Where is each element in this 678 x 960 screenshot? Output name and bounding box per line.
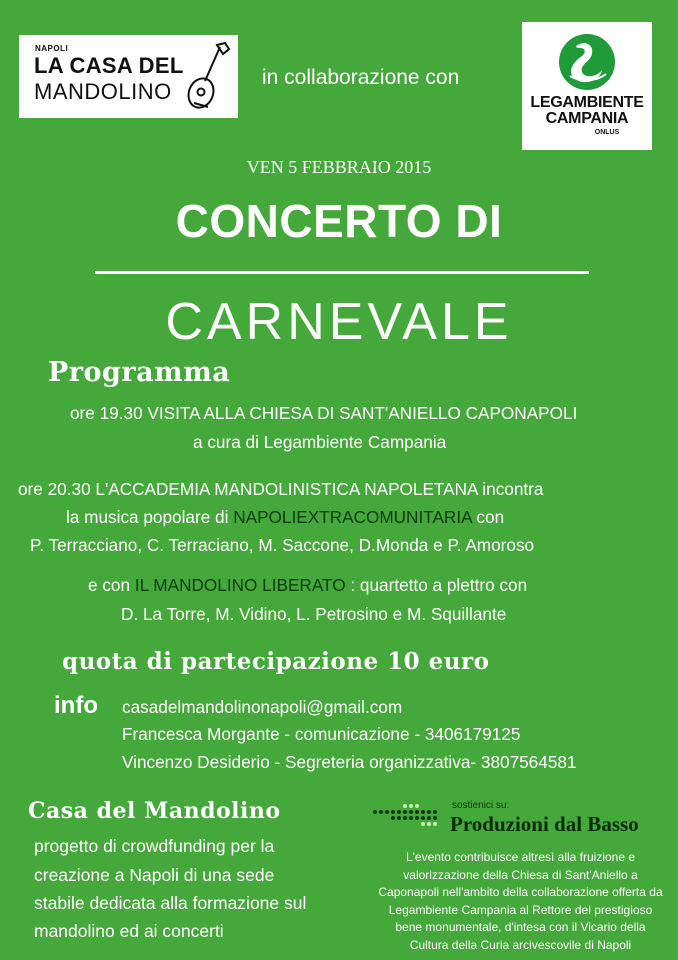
event-date: VEN 5 FEBBRAIO 2015 (246, 157, 432, 177)
programma-item2-line1: ore 20.30 L'ACCADEMIA MANDOLINISTICA NAPOLETANA incontra (18, 479, 544, 499)
casa-del-mandolino-heading: Casa del Mandolino (28, 798, 281, 824)
crowdfunding-line-1: progetto di crowdfunding per la (34, 836, 275, 856)
casa-del-mandolino-logo (19, 35, 238, 118)
collaboration-text: in collaborazione con (262, 66, 460, 89)
crowdfunding-line-2: creazione a Napoli di una sede (34, 865, 275, 885)
programma-item3-line2: D. La Torre, M. Vidino, L. Petrosino e M. Squillante (121, 604, 507, 624)
dots-logo-icon (371, 802, 443, 830)
napoliextracomunitaria-highlight: NAPOLIEXTRACOMUNITARIA (233, 507, 472, 527)
info-label: info (54, 692, 98, 719)
crowdfunding-line-4: mandolino ed ai concerti (34, 921, 224, 941)
title-divider (95, 271, 589, 274)
logo-line2: MANDOLINO (34, 79, 172, 104)
info-contact-2: Vincenzo Desiderio - Segreteria organizzativa- 3807564581 (122, 752, 577, 772)
legambiente-logo (522, 22, 652, 150)
swan-icon (556, 32, 618, 92)
legambiente-line2: CAMPANIA (545, 110, 629, 127)
programma-item2-line2-post: con (471, 507, 505, 527)
programma-item2-line3: P. Terracciano, C. Terraciano, M. Saccone, D.Monda e P. Amoroso (30, 535, 535, 555)
programma-item3-line1 (88, 575, 527, 596)
evento-line-5: bene monumentale, d'intesa con il Vicario della (395, 920, 646, 935)
mandolino-liberato-highlight: IL MANDOLINO LIBERATO (134, 575, 346, 595)
produzioni-dal-basso-name: Produzioni dal Basso (450, 812, 639, 836)
evento-line-3: Caponapoli nell'ambito della collaborazione offerta da (378, 885, 663, 900)
evento-line-2: valorizzazione della Chiesa di Sant'Aniello a (403, 867, 638, 882)
event-title-line1: CONCERTO DI (175, 195, 503, 247)
evento-line-6: Cultura della Curia arcivescovile di Napoli (409, 937, 632, 952)
programma-item3-line1-pre: e con (88, 575, 135, 595)
logo-city: NAPOLI (35, 44, 69, 53)
mandolin-icon (184, 41, 234, 113)
legambiente-line3: ONLUS (594, 129, 620, 136)
programma-item2-line2-pre: la musica popolare di (66, 507, 234, 527)
programma-item2-line2 (66, 507, 504, 528)
programma-item1-line2: a cura di Legambiente Campania (193, 432, 447, 452)
evento-description (368, 849, 673, 955)
legambiente-line1: LEGAMBIENTE (530, 94, 644, 111)
evento-line-4: Legambiente Campania al Rettore del prestigioso (388, 902, 653, 917)
logo-line1: LA CASA DEL (34, 53, 184, 78)
quota-heading: quota di partecipazione 10 euro (62, 648, 490, 675)
info-email: casadelmandolinonapoli@gmail.com (122, 697, 403, 717)
sostienici-label: sostienici su: (452, 800, 510, 811)
crowdfunding-line-3: stabile dedicata alla formazione sul (34, 893, 307, 913)
event-title-line2: CARNEVALE (165, 293, 513, 351)
programma-item1-line1: ore 19.30 VISITA ALLA CHIESA DI SANT'ANIELLO CAPONAPOLI (70, 403, 578, 423)
info-contact-1: Francesca Morgante - comunicazione - 3406179125 (122, 724, 521, 744)
programma-item3-line1-post: : quartetto a plettro con (345, 575, 528, 595)
programma-heading: Programma (48, 357, 231, 388)
evento-line-1: L'evento contribuisce altresì alla fruizione e (405, 850, 636, 864)
